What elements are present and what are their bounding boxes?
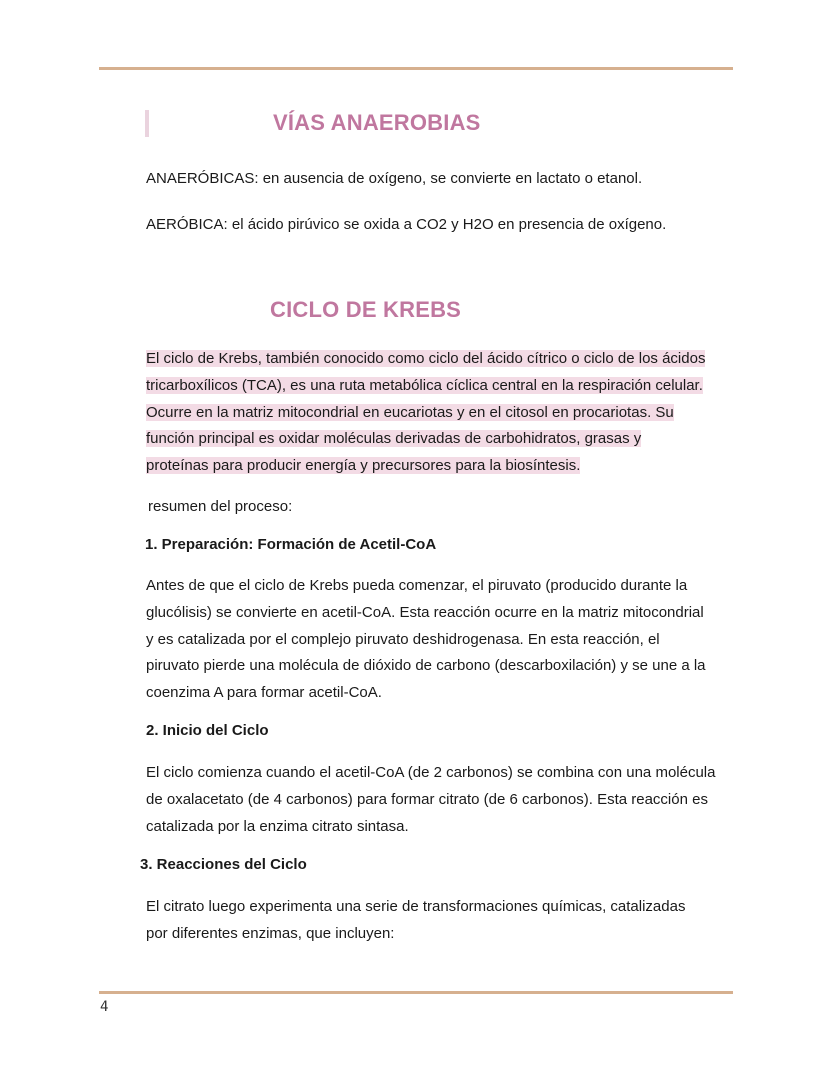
section-title-krebs: CICLO DE KREBS bbox=[270, 297, 462, 322]
section-title-anaerobias: VÍAS ANAEROBIAS bbox=[273, 110, 481, 135]
step2-line: catalizada por la enzima citrato sintasa. bbox=[146, 817, 409, 835]
step1-line: y es catalizada por el complejo piruvato deshidrogenasa. En esta reacción, el bbox=[146, 630, 660, 648]
step1-line: Antes de que el ciclo de Krebs pueda comenzar, el piruvato (producido durante la bbox=[146, 577, 688, 594]
step2-line: El ciclo comienza cuando el acetil-CoA (de 2 carbonos) se combina con una molécula bbox=[146, 764, 716, 781]
heading-accent-bar bbox=[145, 110, 149, 137]
intro-line: Ocurre en la matriz mitocondrial en eucariotas y en el citosol en procariotas. Su bbox=[146, 403, 674, 421]
resumen-label: resumen del proceso: bbox=[148, 498, 293, 515]
intro-line: tricarboxílicos (TCA), es una ruta metabólica cíclica central en la respiración celular. bbox=[146, 376, 703, 394]
step3-paragraph bbox=[146, 894, 736, 948]
step3-title: 3. Reacciones del Ciclo bbox=[140, 856, 307, 873]
step1-paragraph bbox=[146, 573, 736, 707]
step1-line: piruvato pierde una molécula de dióxido de carbono (descarboxilación) y se une a la bbox=[146, 657, 706, 675]
step1-title: 1. Preparación: Formación de Acetil-CoA bbox=[145, 536, 437, 553]
intro-line: función principal es oxidar moléculas derivadas de carbohidratos, grasas y bbox=[146, 430, 642, 448]
step1-line: coenzima A para formar acetil-CoA. bbox=[146, 684, 382, 702]
step2-line: de oxalacetato (de 4 carbonos) para formar citrato (de 6 carbonos). Esta reacción es bbox=[146, 790, 708, 808]
top-divider bbox=[99, 67, 733, 70]
intro-line: El ciclo de Krebs, también conocido como ciclo del ácido cítrico o ciclo de los ácidos bbox=[146, 350, 706, 367]
step3-line: El citrato luego experimenta una serie de transformaciones químicas, catalizadas bbox=[146, 898, 686, 915]
page-number: 4 bbox=[100, 999, 109, 1015]
step2-title: 2. Inicio del Ciclo bbox=[146, 722, 269, 739]
anaerobicas-line: ANAERÓBICAS: en ausencia de oxígeno, se convierte en lactato o etanol. bbox=[146, 170, 643, 187]
step1-line: glucólisis) se convierte en acetil-CoA. Esta reacción ocurre en la matriz mitocondrial bbox=[146, 603, 704, 621]
step3-line: por diferentes enzimas, que incluyen: bbox=[146, 924, 395, 942]
krebs-intro-paragraph bbox=[146, 346, 736, 480]
step2-paragraph bbox=[146, 760, 736, 840]
intro-line: proteínas para producir energía y precursores para la biosíntesis. bbox=[146, 457, 581, 475]
bottom-divider bbox=[99, 991, 733, 994]
aerobica-line: AERÓBICA: el ácido pirúvico se oxida a CO2 y H2O en presencia de oxígeno. bbox=[146, 216, 667, 233]
